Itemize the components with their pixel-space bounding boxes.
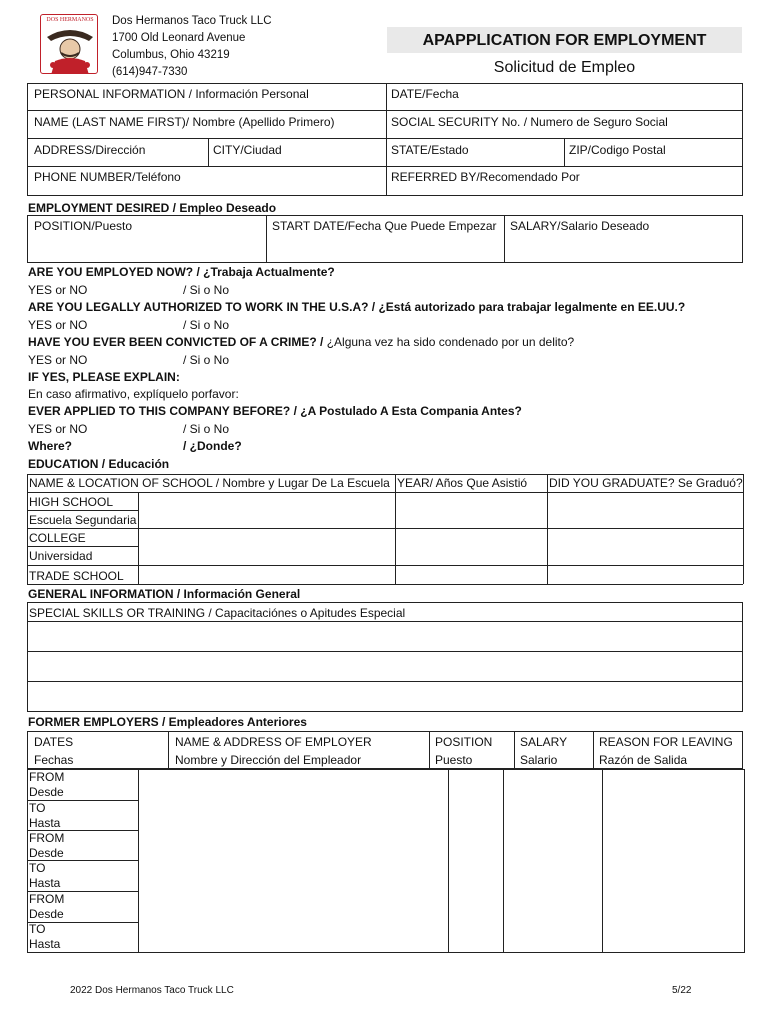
col-puesto: Puesto bbox=[435, 753, 473, 767]
name-field[interactable]: NAME (LAST NAME FIRST)/ Nombre (Apellido Primero) bbox=[34, 115, 335, 129]
special-skills-label: SPECIAL SKILLS OR TRAINING / Capacitaciónes o Apitudes Especial bbox=[29, 606, 406, 620]
date-label: FROM bbox=[29, 831, 65, 845]
yes-no-option[interactable]: YES or NO bbox=[28, 283, 88, 297]
col-fechas: Fechas bbox=[34, 753, 74, 767]
form-subtitle: Solicitud de Empleo bbox=[493, 59, 636, 76]
yes-no-option[interactable]: YES or NO bbox=[28, 353, 88, 367]
yes-no-option[interactable]: YES or NO bbox=[28, 422, 88, 436]
col-salario: Salario bbox=[520, 753, 558, 767]
si-no-option[interactable]: / Si o No bbox=[183, 283, 230, 297]
question-convicted bbox=[28, 335, 574, 349]
former-employers-heading: FORMER EMPLOYERS / Empleadores Anteriores bbox=[28, 715, 307, 729]
ssn-field[interactable]: SOCIAL SECURITY No. / Numero de Seguro Social bbox=[391, 115, 668, 129]
education-heading: EDUCATION / Educación bbox=[28, 457, 170, 471]
si-no-option[interactable]: / Si o No bbox=[183, 422, 230, 436]
date-label: TO bbox=[29, 801, 46, 815]
col-position: POSITION bbox=[435, 735, 493, 749]
city-field[interactable]: CITY/Ciudad bbox=[213, 143, 282, 157]
education-row-label: Escuela Segundaria bbox=[29, 513, 137, 527]
where-label[interactable]: Where? bbox=[28, 439, 73, 453]
footer-version: 5/22 bbox=[672, 985, 692, 996]
col-salary: SALARY bbox=[520, 735, 568, 749]
col-reason-es: Razón de Salida bbox=[599, 753, 688, 767]
former-employers-body bbox=[27, 769, 745, 953]
date-label: Desde bbox=[29, 907, 64, 921]
company-address-line1: 1700 Old Leonard Avenue bbox=[112, 32, 246, 44]
start-date-field[interactable]: START DATE/Fecha Que Puede Empezar bbox=[272, 219, 497, 233]
education-col-graduated: DID YOU GRADUATE? Se Graduó? bbox=[549, 476, 743, 490]
explain-label-es[interactable]: En caso afirmativo, explíquelo porfavor: bbox=[28, 387, 239, 401]
si-no-option[interactable]: / Si o No bbox=[183, 318, 230, 332]
si-no-option[interactable]: / Si o No bbox=[183, 353, 230, 367]
personal-info-section-label: PERSONAL INFORMATION / Información Personal bbox=[34, 87, 309, 101]
education-row-label: HIGH SCHOOL bbox=[29, 495, 114, 509]
date-label: Desde bbox=[29, 846, 64, 860]
date-label: FROM bbox=[29, 892, 65, 906]
question-convicted-en: HAVE YOU EVER BEEN CONVICTED OF A CRIME? / bbox=[28, 335, 324, 349]
education-col-year: YEAR/ Años Que Asistió bbox=[397, 476, 528, 490]
date-label: TO bbox=[29, 922, 46, 936]
referred-by-field[interactable]: REFERRED BY/Recomendado Por bbox=[391, 170, 580, 184]
date-label: FROM bbox=[29, 770, 65, 784]
col-employer: NAME & ADDRESS OF EMPLOYER bbox=[175, 735, 372, 749]
question-employed-now: ARE YOU EMPLOYED NOW? / ¿Trabaja Actualmente? bbox=[28, 265, 335, 279]
donde-label: / ¿Donde? bbox=[183, 439, 242, 453]
general-info-heading: GENERAL INFORMATION / Información General bbox=[28, 587, 301, 601]
question-convicted-es: ¿Alguna vez ha sido condenado por un delito? bbox=[323, 335, 575, 349]
footer-copyright: 2022 Dos Hermanos Taco Truck LLC bbox=[70, 985, 234, 996]
education-col-school: NAME & LOCATION OF SCHOOL / Nombre y Lugar De La Escuela bbox=[29, 476, 390, 490]
date-label: Hasta bbox=[29, 816, 61, 830]
state-field[interactable]: STATE/Estado bbox=[391, 143, 469, 157]
date-label: Hasta bbox=[29, 937, 61, 951]
date-field[interactable]: DATE/Fecha bbox=[391, 87, 459, 101]
education-row-label: COLLEGE bbox=[29, 531, 86, 545]
employment-desired-heading: EMPLOYMENT DESIRED / Empleo Deseado bbox=[28, 201, 277, 215]
salary-field[interactable]: SALARY/Salario Deseado bbox=[510, 219, 650, 233]
col-reason: REASON FOR LEAVING bbox=[599, 735, 733, 749]
company-phone: (614)947-7330 bbox=[112, 66, 188, 78]
question-legally-authorized: ARE YOU LEGALLY AUTHORIZED TO WORK IN THE U.S.A? / ¿Está autorizado para trabajar legalmente en EE.UU.? bbox=[28, 300, 686, 314]
logo-text: DOS HERMANOS bbox=[46, 17, 94, 23]
date-label: Hasta bbox=[29, 876, 61, 890]
explain-label: IF YES, PLEASE EXPLAIN: bbox=[28, 370, 180, 384]
zip-field[interactable]: ZIP/Codigo Postal bbox=[569, 143, 666, 157]
position-field[interactable]: POSITION/Puesto bbox=[34, 219, 133, 233]
company-address-line2: Columbus, Ohio 43219 bbox=[112, 49, 230, 61]
address-field[interactable]: ADDRESS/Dirección bbox=[34, 143, 146, 157]
date-label: TO bbox=[29, 861, 46, 875]
yes-no-option[interactable]: YES or NO bbox=[28, 318, 88, 332]
education-row-label: Universidad bbox=[29, 549, 93, 563]
company-logo bbox=[40, 14, 98, 74]
phone-field[interactable]: PHONE NUMBER/Teléfono bbox=[34, 170, 181, 184]
date-label: Desde bbox=[29, 785, 64, 799]
col-employer-es: Nombre y Dirección del Empleador bbox=[175, 753, 362, 767]
form-title: APAPPLICATION FOR EMPLOYMENT bbox=[422, 32, 707, 49]
education-row-label: TRADE SCHOOL bbox=[29, 569, 124, 583]
question-applied-before: EVER APPLIED TO THIS COMPANY BEFORE? / ¿A Postulado A Esta Compania Antes? bbox=[28, 404, 522, 418]
company-name: Dos Hermanos Taco Truck LLC bbox=[112, 15, 272, 27]
col-dates: DATES bbox=[34, 735, 74, 749]
